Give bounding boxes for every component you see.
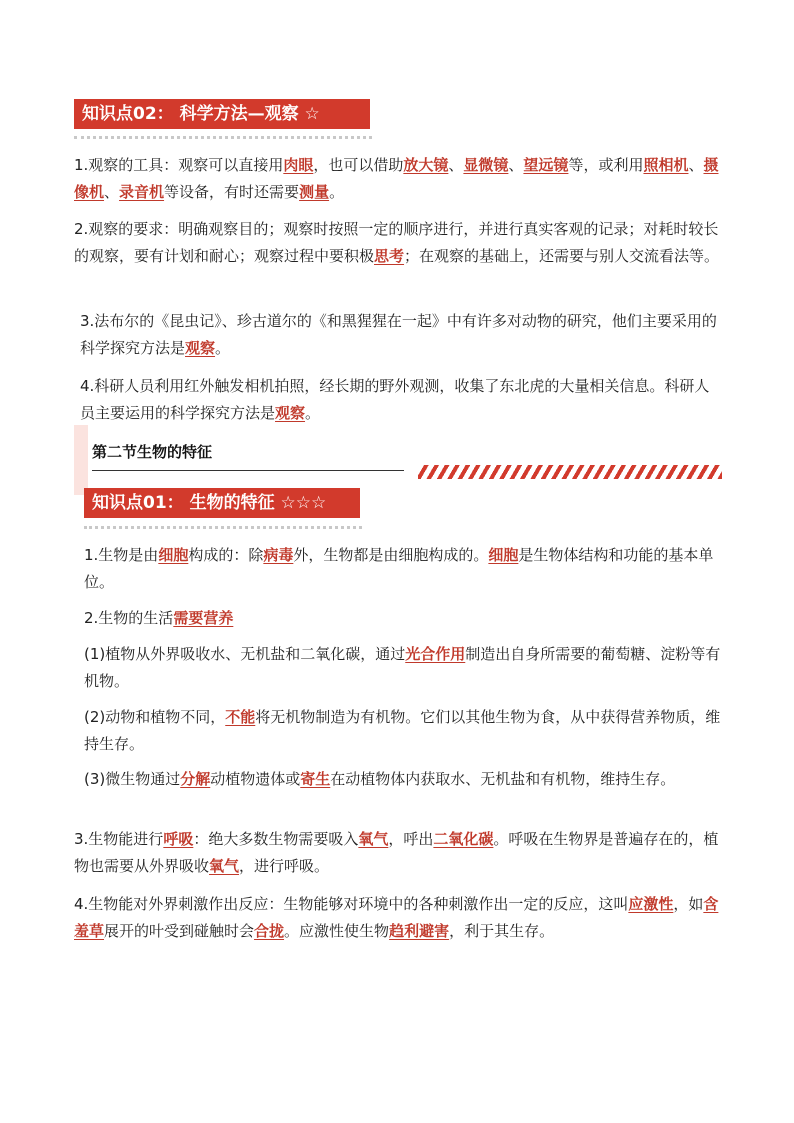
banner-label: 知识点02： xyxy=(82,104,174,124)
text-run: 、 xyxy=(508,156,524,174)
paragraph-plants xyxy=(84,641,722,695)
keyword: 应激性 xyxy=(628,895,674,913)
text-run: 4.生物能对外界刺激作出反应：生物能够对环境中的各种刺激作出一定的反应，这叫 xyxy=(74,895,629,913)
text-run: 。呼吸在生物界是普遍存在的，植物也需要从外界吸收 xyxy=(74,830,719,875)
text-run: 等，或利用 xyxy=(568,156,644,174)
paragraph-infrared-camera xyxy=(80,373,722,427)
keyword: 细胞 xyxy=(488,546,519,564)
text-run: 2.生物的生活 xyxy=(84,609,174,627)
keyword: 不能 xyxy=(225,708,256,726)
text-run: 。 xyxy=(329,183,345,201)
keyword: 呼吸 xyxy=(163,830,194,848)
keyword: 二氧化碳 xyxy=(433,830,494,848)
keyword: 合拢 xyxy=(254,922,285,940)
text-run: 在动植物体内获取水、无机盐和有机物，维持生存。 xyxy=(330,770,676,788)
section-banner-characteristics xyxy=(84,488,360,518)
heading-decoration xyxy=(74,425,88,495)
text-run: ；在观察的基础上，还需要与别人交流看法等。 xyxy=(404,247,720,265)
subsection-rule xyxy=(92,470,404,471)
keyword: 含羞草 xyxy=(74,895,719,940)
keyword: 光合作用 xyxy=(405,645,466,663)
paragraph-cells xyxy=(84,542,722,596)
keyword: 观察 xyxy=(275,404,306,422)
keyword: 氧气 xyxy=(209,857,240,875)
keyword: 病毒 xyxy=(263,546,294,564)
banner-dotted-rule xyxy=(74,136,372,139)
paragraph-nutrition xyxy=(84,605,722,632)
banner-title: 生物的特征 xyxy=(189,493,275,513)
keyword: 放大镜 xyxy=(403,156,449,174)
section-banner-observation xyxy=(74,99,370,129)
text-run: ，也可以借助 xyxy=(313,156,404,174)
paragraph-fabre-goodall xyxy=(80,308,722,362)
keyword: 肉眼 xyxy=(283,156,314,174)
text-run: ，呼出 xyxy=(388,830,434,848)
keyword: 寄生 xyxy=(300,770,331,788)
banner-label: 知识点01： xyxy=(92,493,184,513)
text-run: 将无机物制造为有机物。它们以其他生物为食，从中获得营养物质，维持生存。 xyxy=(84,708,721,753)
text-run: ：绝大多数生物需要吸入 xyxy=(193,830,359,848)
text-run: ，进行呼吸。 xyxy=(239,857,330,875)
text-run: 、 xyxy=(448,156,464,174)
banner-dotted-rule xyxy=(84,526,362,529)
text-run: ，利于其生存。 xyxy=(449,922,555,940)
text-run: 等设备，有时还需要 xyxy=(164,183,300,201)
paragraph-observation-tools xyxy=(74,152,722,206)
text-run: 4.科研人员利用红外触发相机拍照，经长期的野外观测，收集了东北虎的大量相关信息。科研人员主要运用的科学探究方法是 xyxy=(80,377,710,422)
text-run: 外，生物都是由细胞构成的。 xyxy=(293,546,489,564)
keyword: 测量 xyxy=(299,183,330,201)
text-run: 2.观察的要求：明确观察目的；观察时按照一定的顺序进行，并进行真实客观的记录；对耗时较长的观察，要有计划和耐心；观察过程中要积极 xyxy=(74,220,719,265)
text-run: 3.生物能进行 xyxy=(74,830,164,848)
text-run: 。 xyxy=(215,339,231,357)
text-run: (1)植物从外界吸收水、无机盐和二氧化碳，通过 xyxy=(84,645,406,663)
text-run: 构成的：除 xyxy=(188,546,264,564)
keyword: 录音机 xyxy=(119,183,165,201)
banner-star: ☆ xyxy=(304,104,320,124)
text-run: 是生物体结构和功能的基本单位。 xyxy=(84,546,714,591)
text-run: 、 xyxy=(104,183,120,201)
text-run: 展开的叶受到碰触时会 xyxy=(104,922,255,940)
paragraph-respiration xyxy=(74,826,722,880)
banner-title: 科学方法—观察 xyxy=(179,104,299,124)
subsection-stripes xyxy=(418,465,722,479)
keyword: 需要营养 xyxy=(173,609,234,627)
text-run: 3.法布尔的《昆虫记》、珍古道尔的《和黑猩猩在一起》中有许多对动物的研究，他们主要采用的科学探究方法是 xyxy=(80,312,717,357)
text-run: (3)微生物通过 xyxy=(84,770,181,788)
keyword: 观察 xyxy=(185,339,216,357)
keyword: 氧气 xyxy=(358,830,389,848)
text-run: ，如 xyxy=(673,895,704,913)
keyword: 照相机 xyxy=(643,156,689,174)
text-run: (2)动物和植物不同， xyxy=(84,708,226,726)
keyword: 显微镜 xyxy=(463,156,509,174)
paragraph-animals xyxy=(84,704,722,758)
paragraph-irritability xyxy=(74,891,722,945)
keyword: 望远镜 xyxy=(523,156,569,174)
text-run: 、 xyxy=(688,156,704,174)
keyword: 摄像机 xyxy=(74,156,719,201)
paragraph-observation-requirements xyxy=(74,216,722,270)
keyword: 趋利避害 xyxy=(389,922,450,940)
text-run: 1.生物是由 xyxy=(84,546,159,564)
text-run: 制造出自身所需要的葡萄糖、淀粉等有机物。 xyxy=(84,645,721,690)
banner-star: ☆☆☆ xyxy=(280,493,327,513)
text-run: 1.观察的工具：观察可以直接用 xyxy=(74,156,284,174)
paragraph-microbes xyxy=(84,766,722,793)
subsection-title: 第二节生物的特征 xyxy=(92,443,213,461)
keyword: 细胞 xyxy=(158,546,189,564)
text-run: 。应激性使生物 xyxy=(284,922,390,940)
keyword: 分解 xyxy=(180,770,211,788)
keyword: 思考 xyxy=(374,247,405,265)
text-run: 动植物遗体或 xyxy=(210,770,301,788)
text-run: 。 xyxy=(305,404,321,422)
